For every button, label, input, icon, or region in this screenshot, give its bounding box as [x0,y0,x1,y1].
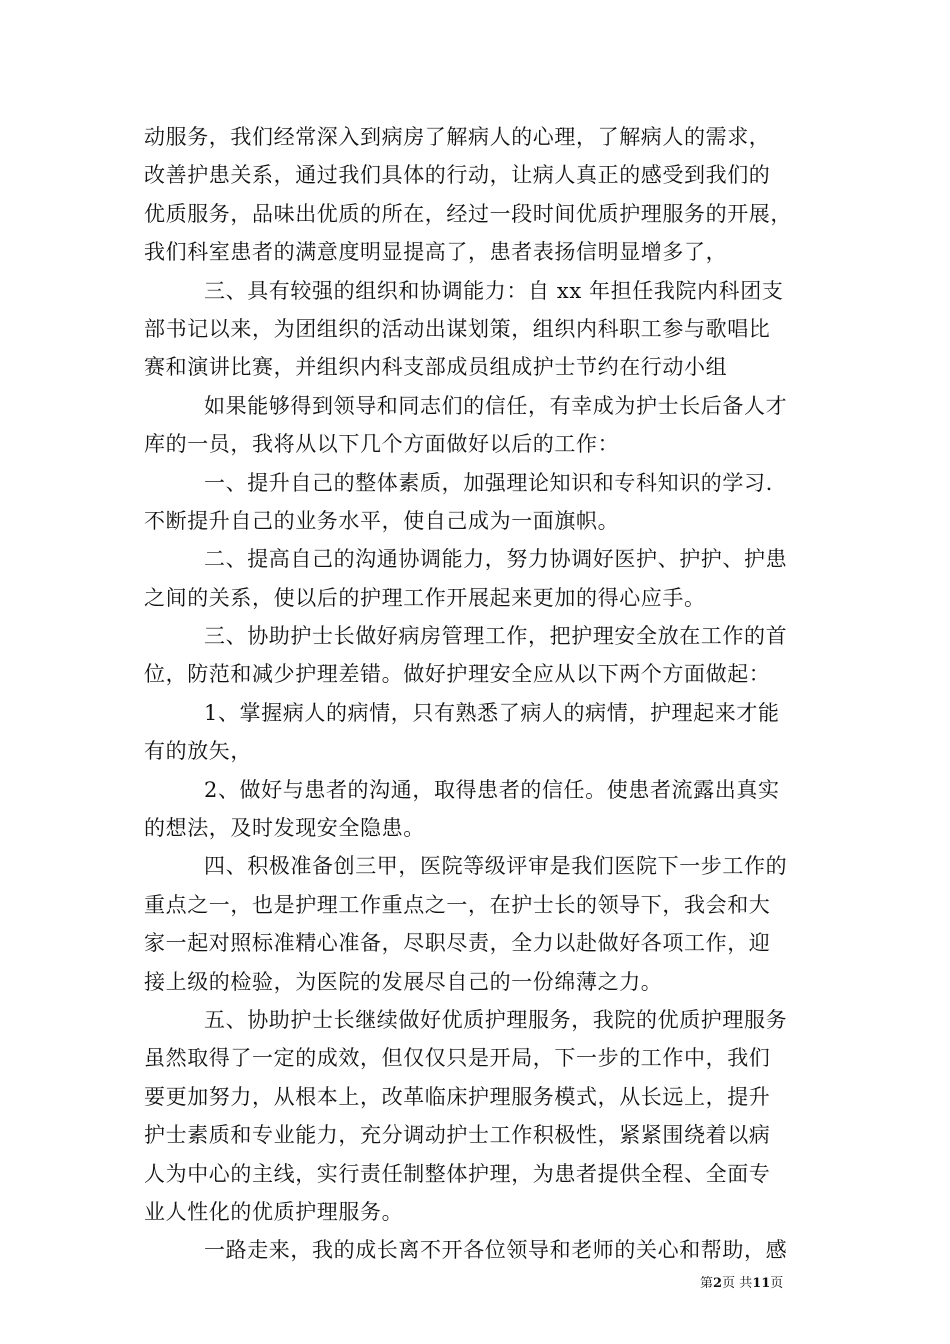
document-line: 要更加努力，从根本上，改革临床护理服务模式，从长远上，提升 [144,1084,771,1109]
document-line: 2、做好与患者的沟通，取得患者的信任。使患者流露出真实 [204,777,780,802]
document-line: 一路走来，我的成长离不开各位领导和老师的关心和帮助，感 [204,1238,788,1263]
document-line: 改善护患关系，通过我们具体的行动，让病人真正的感受到我们的 [144,163,771,188]
document-line: 赛和演讲比赛，并组织内科支部成员组成护士节约在行动小组 [144,355,728,380]
document-line: 人为中心的主线，实行责任制整体护理，为患者提供全程、全面专 [144,1161,771,1186]
document-line: 位，防范和减少护理差错。做好护理安全应从以下两个方面做起： [144,662,771,687]
document-line: 的想法，及时发现安全隐患。 [144,816,425,841]
document-line: 家一起对照标准精心准备，尽职尽责，全力以赴做好各项工作，迎 [144,931,771,956]
document-line: 如果能够得到领导和同志们的信任，有幸成为护士长后备人才 [204,393,788,418]
document-line: 四、积极准备创三甲，医院等级评审是我们医院下一步工作的 [204,854,788,879]
document-line: 有的放矢， [144,739,252,764]
document-line: 二、提高自己的沟通协调能力，努力协调好医护、护护、护患 [204,547,788,572]
document-line: 护士素质和专业能力，充分调动护士工作积极性，紧紧围绕着以病 [144,1123,771,1148]
footer-prefix: 第 [700,1276,714,1291]
document-line: 一、提升自己的整体素质，加强理论知识和专科知识的学习. [204,470,773,495]
document-line: 业人性化的优质护理服务。 [144,1199,404,1224]
document-line: 五、协助护士长继续做好优质护理服务，我院的优质护理服务 [204,1007,788,1032]
document-line: 我们科室患者的满意度明显提高了，患者表扬信明显增多了， [144,240,728,265]
document-line: 动服务，我们经常深入到病房了解病人的心理，了解病人的需求， [144,125,771,149]
footer-suffix: 页 [770,1276,784,1291]
document-line: 不断提升自己的业务水平，使自己成为一面旗帜。 [144,508,620,533]
document-line: 之间的关系，使以后的护理工作开展起来更加的得心应手。 [144,585,706,610]
footer-total-pages: 11 [752,1276,771,1291]
document-body [144,118,808,1270]
document-line: 三、协助护士长做好病房管理工作，把护理安全放在工作的首 [204,624,788,649]
document-line: 优质服务，品味出优质的所在，经过一段时间优质护理服务的开展， [144,201,792,226]
document-line: 三、具有较强的组织和协调能力：自 xx 年担任我院内科团支 [204,278,784,303]
document-line: 库的一员，我将从以下几个方面做好以后的工作： [144,432,620,457]
page-footer [700,1276,820,1292]
document-line: 1、掌握病人的病情，只有熟悉了病人的病情，护理起来才能 [204,700,780,725]
footer-middle: 页 共 [722,1276,753,1291]
document-line: 重点之一，也是护理工作重点之一，在护士长的领导下，我会和大 [144,892,771,917]
footer-page-number: 2 [713,1276,723,1291]
document-line: 虽然取得了一定的成效，但仅仅只是开局，下一步的工作中，我们 [144,1046,771,1071]
document-line: 接上级的检验，为医院的发展尽自己的一份绵薄之力。 [144,969,663,994]
document-line: 部书记以来，为团组织的活动出谋划策，组织内科职工参与歌唱比 [144,316,771,341]
